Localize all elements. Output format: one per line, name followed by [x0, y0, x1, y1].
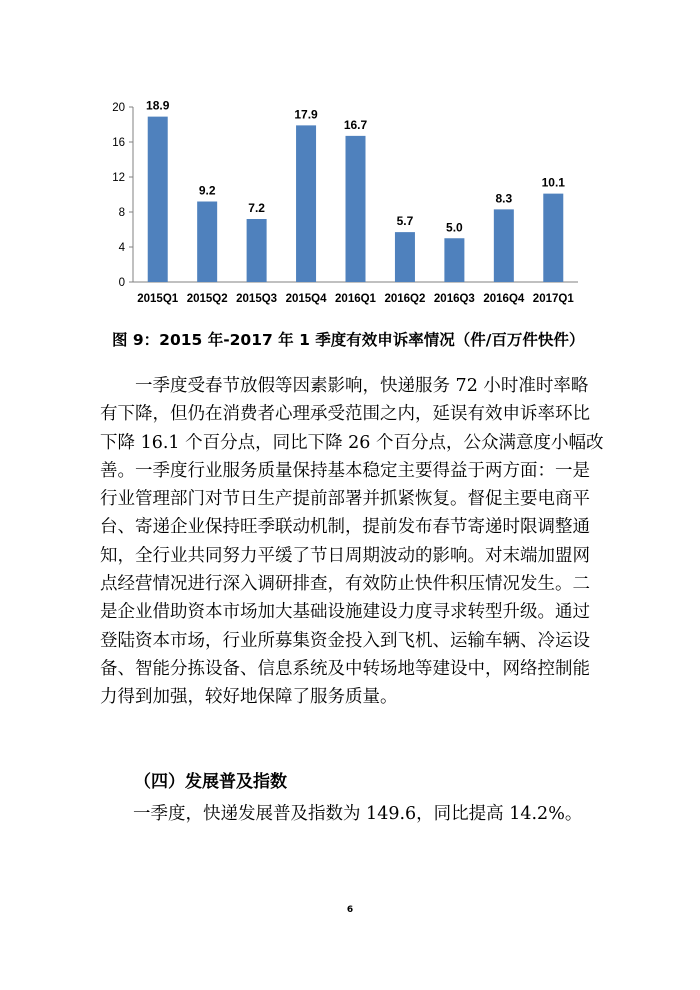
x-category-label: 2016Q2 — [384, 293, 426, 305]
x-category-label: 2017Q1 — [532, 293, 574, 305]
bar-2017Q1 — [543, 194, 563, 282]
bar-2016Q3 — [444, 238, 464, 282]
y-tick-label: 4 — [118, 242, 125, 254]
bar-2016Q2 — [395, 232, 415, 282]
bar-2015Q1 — [148, 117, 168, 282]
bar-2016Q1 — [346, 136, 366, 282]
data-label: 5.0 — [446, 220, 463, 235]
body-paragraph-2: 一季度，快递发展普及指数为 149.6，同比提高 14.2%。 — [133, 804, 583, 824]
x-category-label: 2016Q1 — [335, 293, 376, 305]
bar-2015Q4 — [296, 125, 316, 282]
x-category-label: 2015Q1 — [137, 293, 179, 305]
data-label: 17.9 — [294, 107, 318, 122]
paragraph-text: 一季度受春节放假等因素影响，快递服务 72 小时准时率略有下降，但仍在消费者心理承受范围之内，延误有效申诉率环比下降 16.1 个百分点，同比下降 26 个百分点，公众满意度小幅改善。一季度行业服务质量保持基本稳定主要得益于两方面：一是行业管理部门对节日生产提前部署并抓紧恢复。督促主要电商平台、寄递企业保持旺季联动机制，提前发布春节寄递时限调整通知，全行业共同努力平缓了节日周期波动的影响。对末端加盟网点经营情况进行深入调研排查，有效防止快件积压情况发生。二是企业借助资本市场加大基础设施建设力度寻求转型升级。通过登陆资本市场，行业所募集资金投入到飞机、运输车辆、冷运设备、智能分拣设备、信息系统及中转场地等建设中，网络控制能力得到加强，较好地保障了服务质量。 — [100, 376, 604, 708]
y-tick-label: 20 — [112, 102, 125, 114]
y-tick-label: 0 — [118, 277, 125, 289]
data-label: 18.9 — [146, 98, 170, 113]
data-label: 5.7 — [396, 214, 414, 229]
x-category-label: 2015Q2 — [186, 293, 228, 305]
effective-complaint-rate-chart — [0, 0, 700, 320]
y-tick-label: 12 — [112, 172, 125, 184]
y-tick-label: 16 — [112, 137, 125, 149]
bar-2015Q3 — [247, 219, 267, 282]
x-category-label: 2015Q3 — [236, 293, 278, 305]
bar-2015Q2 — [197, 202, 217, 283]
x-category-label: 2016Q4 — [483, 293, 525, 305]
bar-2016Q4 — [494, 209, 514, 282]
data-label: 16.7 — [343, 117, 368, 132]
data-label: 8.3 — [495, 191, 513, 206]
data-label: 9.2 — [198, 183, 216, 198]
data-label: 10.1 — [541, 175, 565, 190]
page-number: 6 — [346, 905, 354, 915]
section-heading: （四）发展普及指数 — [134, 772, 287, 792]
figure-caption: 图 9：2015 年-2017 年 1 季度有效申诉率情况（件/百万件快件） — [112, 331, 585, 349]
x-category-label: 2015Q4 — [285, 293, 327, 305]
data-label: 7.2 — [248, 201, 265, 215]
body-paragraph-1 — [100, 372, 605, 712]
x-category-label: 2016Q3 — [433, 293, 475, 305]
y-tick-label: 8 — [118, 207, 125, 219]
